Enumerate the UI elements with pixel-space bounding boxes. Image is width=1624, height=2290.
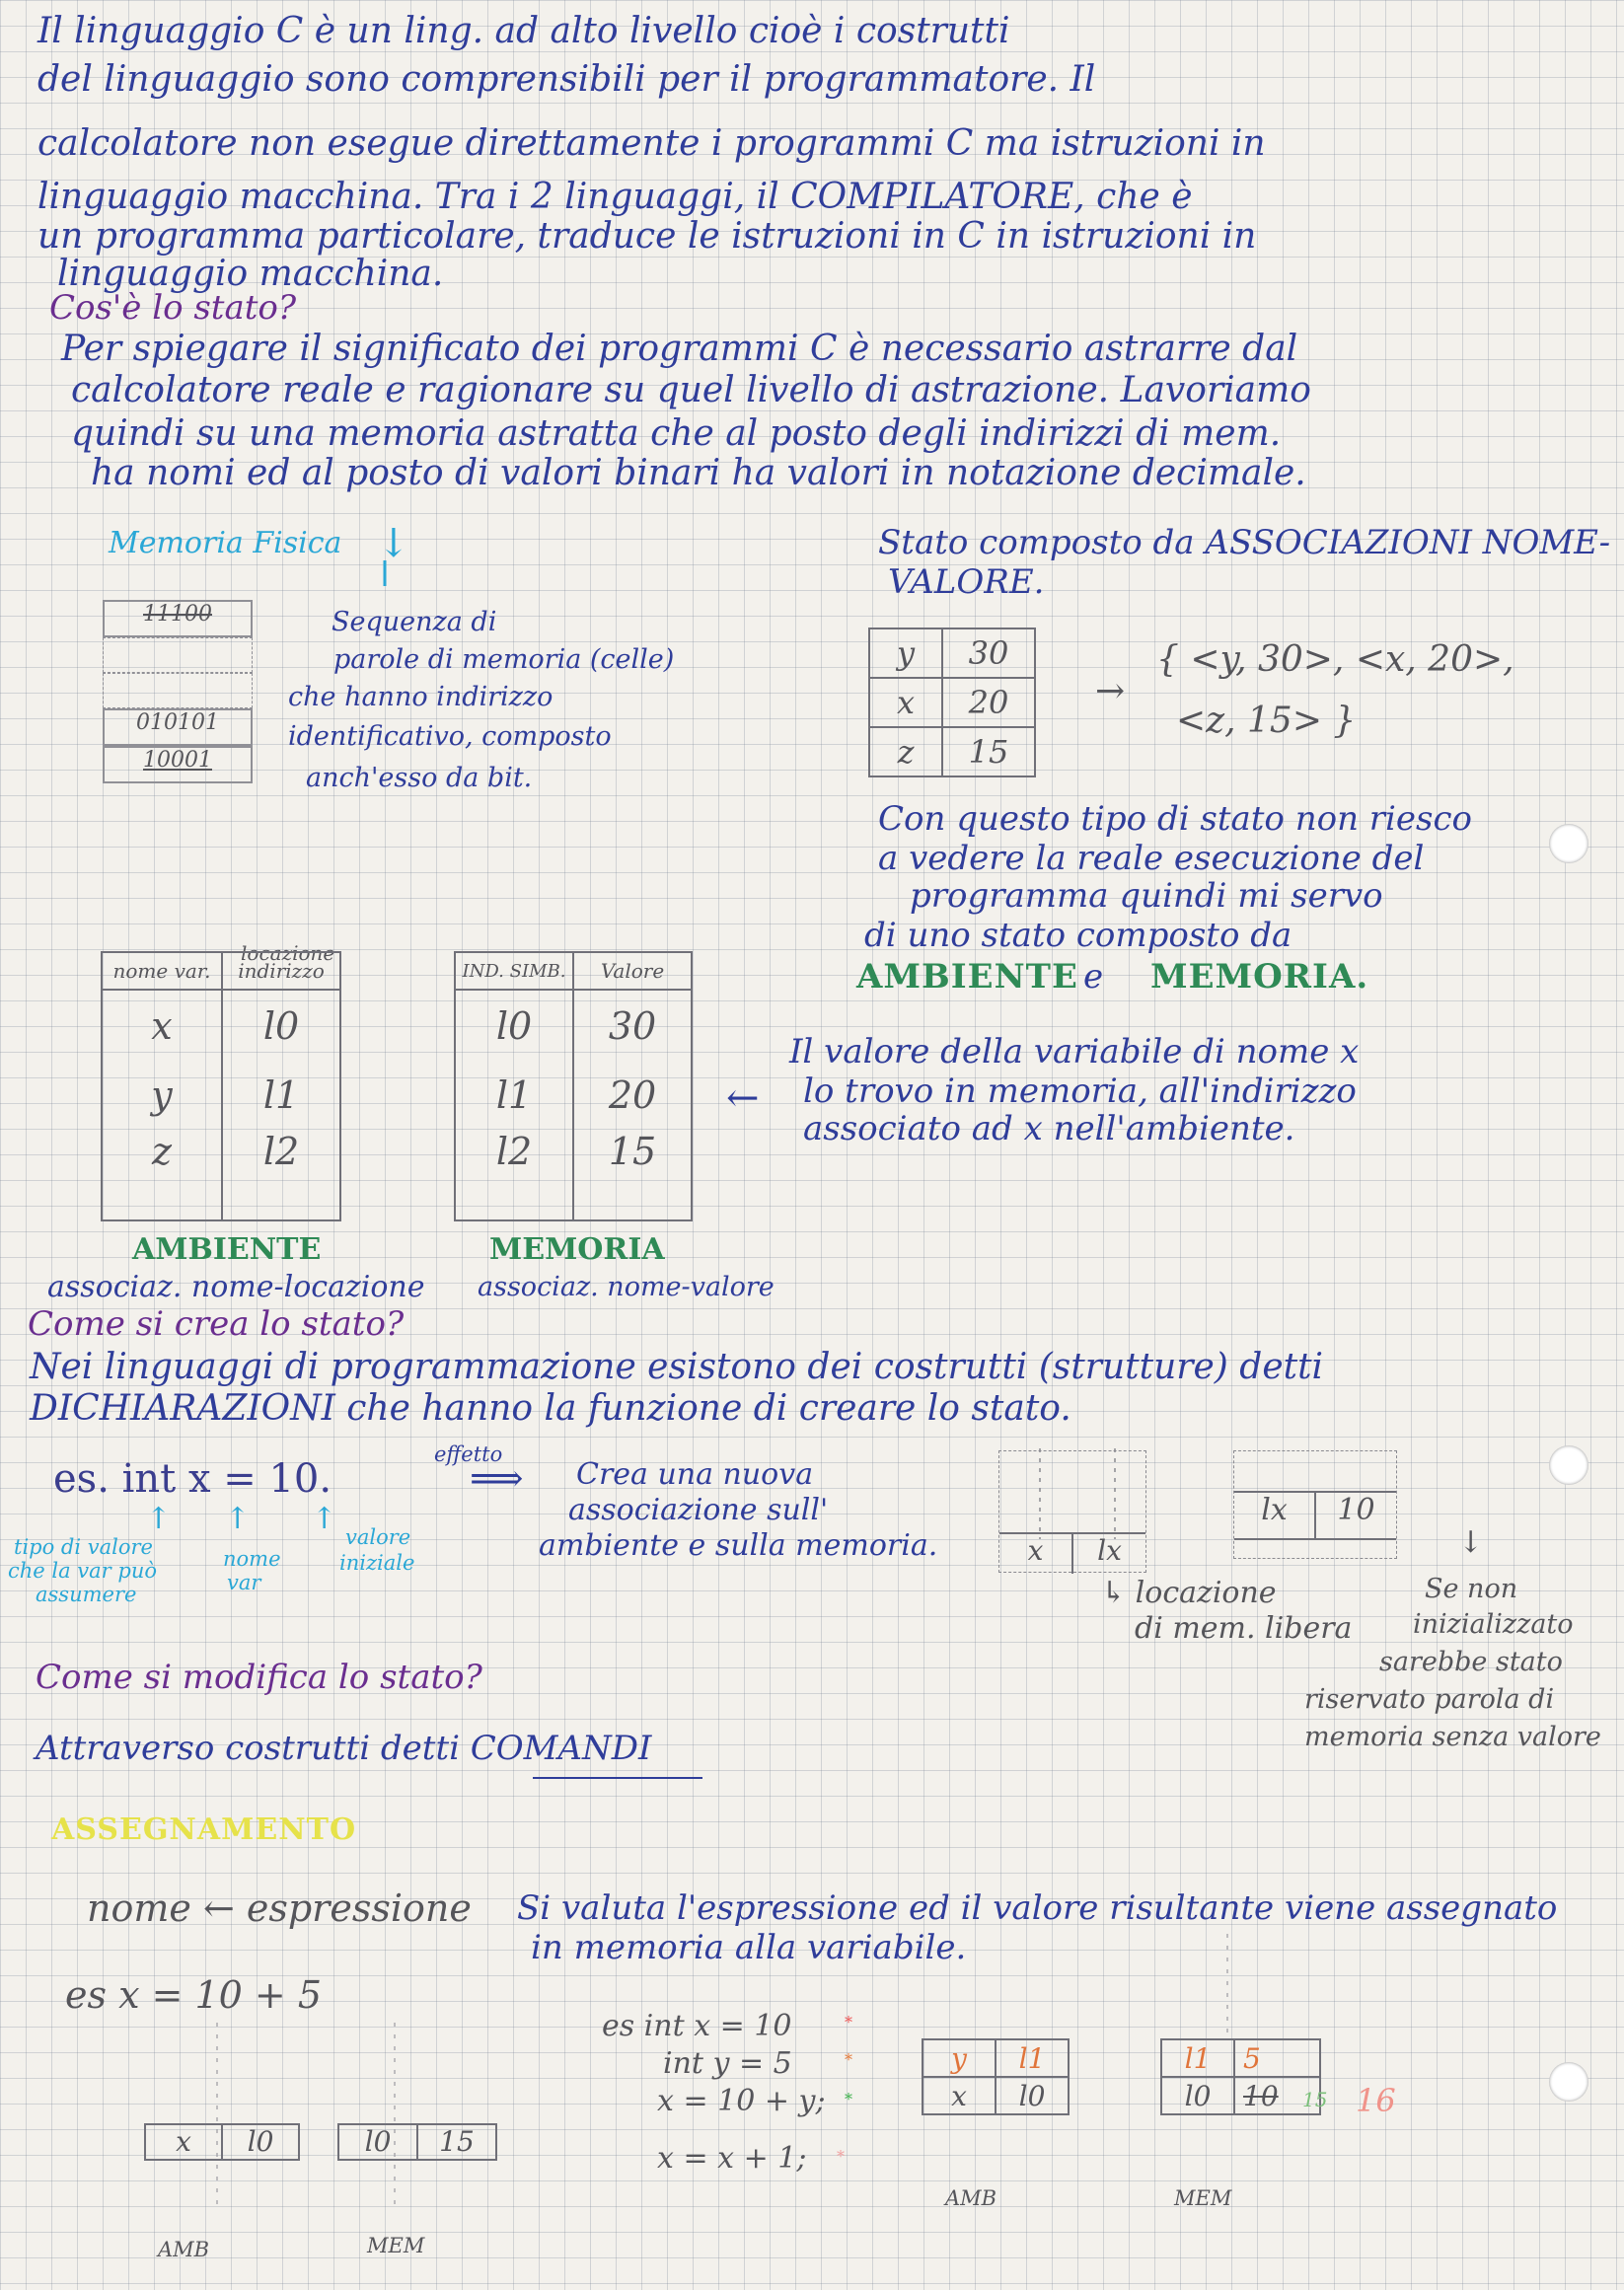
text-line: linguaggio macchina. [57, 254, 444, 294]
marker-dot: * [845, 2090, 852, 2108]
text-line: di uno stato composto da [864, 916, 1292, 955]
label-nome: nome [223, 1547, 281, 1571]
table-cell: 15 [942, 727, 1035, 776]
table-cell: y [923, 2039, 996, 2077]
section-heading: Come si crea lo stato? [28, 1304, 405, 1344]
text-line: calcolatore reale e ragionare su quel livello di astrazione. Lavoriamo [71, 370, 1311, 410]
mem-label: MEM [1174, 2186, 1232, 2210]
left-arrow-icon: ← [726, 1075, 760, 1121]
section-heading: Cos'è lo stato? [49, 288, 297, 328]
text-line: Nei linguaggi di programmazione esistono dei costrutti (strutture) detti [30, 1347, 1324, 1387]
text-line: riservato parola di [1304, 1684, 1555, 1715]
mem-label: MEM [367, 2234, 425, 2257]
text-line: Il valore della variabile di nome x [789, 1032, 1360, 1071]
text-line: a vedere la reale esecuzione del [878, 839, 1425, 878]
table-cell: 15 [573, 1129, 692, 1220]
text-line: memoria senza valore [1304, 1722, 1601, 1752]
text-line: calcolatore non esegue direttamente i programmi C ma istruzioni in [37, 123, 1266, 164]
down-arrow-icon: ↓ [377, 521, 410, 566]
text-line: DICHIARAZIONI che hanno la funzione di creare lo stato. [30, 1388, 1071, 1429]
table-cell: 5 [1234, 2039, 1320, 2077]
amb-label: AMB [158, 2238, 210, 2261]
table-cell: l0 [222, 990, 340, 1062]
memoria-fisica-title: Memoria Fisica [109, 526, 342, 560]
text-line: Si valuta l'espressione ed il valore risultante viene assegnato [517, 1888, 1558, 1928]
text-line: del linguaggio sono comprensibili per il programmatore. Il [37, 59, 1096, 100]
text-line: Per spiegare il significato dei programmi C è necessario astrarre dal [61, 329, 1298, 369]
label-valore: valore [345, 1525, 411, 1549]
table-cell: x [144, 2123, 223, 2161]
text-line: Stato composto da ASSOCIAZIONI NOME- [878, 523, 1611, 562]
text-line: ha nomi ed al posto di valori binari ha valori in notazione decimale. [91, 453, 1306, 493]
table-cell: x [923, 2077, 996, 2114]
label-valore: iniziale [339, 1551, 415, 1575]
table-cell: 10 [1234, 2077, 1320, 2114]
code-line: x = 10 + y; [657, 2084, 826, 2118]
memory-cell: 010101 [103, 708, 253, 746]
text-line: di mem. libera [1135, 1611, 1353, 1646]
table-cell: z [869, 727, 942, 776]
text-line: Con questo tipo di stato non riesco [878, 799, 1472, 839]
table-cell: y [869, 628, 942, 678]
marker-dot: * [837, 2147, 845, 2166]
text-line: un programma particolare, traduce le istruzioni in C in istruzioni in [37, 216, 1257, 257]
memory-cell: 10001 [103, 746, 253, 783]
text-line: anch'esso da bit. [306, 763, 533, 793]
table-cell: l0 [337, 2123, 418, 2161]
text-line: ↳ locazione [1101, 1576, 1277, 1610]
right-arrow-icon: → [1095, 671, 1126, 711]
text-line: associato ad x nell'ambiente. [803, 1109, 1295, 1148]
table-header: Valore [573, 952, 692, 990]
table-cell: 10 [1337, 1493, 1375, 1527]
up-arrow-icon: ↑ [225, 1502, 251, 1536]
text-line: Sequenza di [332, 607, 497, 637]
text-line: Se non [1425, 1574, 1518, 1604]
table-header: nome var. [102, 952, 222, 990]
table-cell: 20 [942, 678, 1035, 727]
text-line: e [1083, 957, 1104, 997]
up-arrow-icon: ↑ [312, 1502, 337, 1536]
text-line: quindi su una memoria astratta che al posto degli indirizzi di mem. [71, 413, 1282, 454]
memoria-subcaption: associaz. nome-valore [478, 1272, 775, 1302]
set-notation: { <y, 30>, <x, 20>, [1156, 639, 1514, 680]
table-cell: l0 [1161, 2077, 1234, 2114]
memoria-caption: MEMORIA [489, 1232, 665, 1267]
table-cell: l0 [455, 990, 573, 1062]
table-cell: lx [1097, 1534, 1122, 1567]
text-line: Crea una nuova [576, 1457, 814, 1492]
text-line: inizializzato [1413, 1609, 1574, 1640]
table-cell: 30 [573, 990, 692, 1062]
label-tipo: tipo di valore [14, 1535, 153, 1559]
up-arrow-icon: ↑ [146, 1502, 172, 1536]
ambiente-label: AMBIENTE [856, 957, 1078, 997]
code-example: es x = 10 + 5 [65, 1973, 323, 2017]
table-cell: l1 [996, 2039, 1069, 2077]
section-heading: Come si modifica lo stato? [36, 1658, 482, 1697]
ambiente-caption: AMBIENTE [132, 1232, 322, 1267]
marker-dot: * [845, 2013, 852, 2031]
table-cell: x [999, 1534, 1073, 1574]
set-notation: <z, 15> } [1176, 701, 1357, 741]
marker-dot: * [845, 2050, 852, 2069]
amb-label: AMB [945, 2186, 997, 2210]
memory-cell: 11100 [103, 600, 253, 637]
table-header: IND. SIMB. [455, 952, 573, 990]
memoria-label: MEMORIA. [1150, 957, 1369, 997]
text-line: identificativo, composto [288, 721, 612, 752]
text-line: parole di memoria (celle) [333, 644, 675, 675]
text-line: VALORE. [888, 562, 1045, 602]
table-cell: l2 [222, 1129, 340, 1220]
table-cell: x [102, 990, 222, 1062]
text-line: in memoria alla variabile. [531, 1928, 967, 1967]
label-tipo: che la var può [8, 1559, 158, 1583]
assegnamento-title: ASSEGNAMENTO [51, 1812, 357, 1847]
text-line: ambiente e sulla memoria. [539, 1528, 938, 1563]
text-line: sarebbe stato [1379, 1647, 1563, 1677]
table-cell: z [102, 1129, 222, 1220]
table-cell: l0 [223, 2123, 300, 2161]
text-line: lo trovo in memoria, all'indirizzo [803, 1071, 1357, 1111]
table-cell: lx [1234, 1493, 1316, 1538]
ambiente-subcaption: associaz. nome-locazione [47, 1270, 425, 1304]
table-cell: 30 [942, 628, 1035, 678]
changed-value: 15 [1302, 2088, 1328, 2111]
label-nome: var [227, 1571, 261, 1594]
code-example: es. int x = 10. [53, 1456, 332, 1502]
changed-value: 16 [1356, 2082, 1396, 2119]
code-line: x = x + 1; [657, 2141, 807, 2176]
text-line: che hanno indirizzo [288, 682, 554, 712]
text-line: Attraverso costrutti detti COMANDI [36, 1729, 652, 1768]
implies-arrow-icon: ⟹ [470, 1456, 524, 1500]
effetto-label: effetto [434, 1442, 503, 1466]
table-cell: l2 [455, 1129, 573, 1220]
text-line: Il linguaggio C è un ling. ad alto livello cioè i costrutti [37, 11, 1010, 51]
table-cell: 15 [418, 2123, 497, 2161]
text-line: programma quindi mi servo [910, 876, 1383, 916]
table-cell: 20 [573, 1062, 692, 1129]
table-cell: l1 [1161, 2039, 1234, 2077]
assign-syntax: nome ← espressione [87, 1886, 472, 1930]
down-arrow-icon: ↓ [1458, 1525, 1484, 1560]
table-cell: l1 [222, 1062, 340, 1129]
code-line: int y = 5 [663, 2046, 792, 2081]
text-line: associazione sull' [568, 1493, 829, 1527]
table-cell: l0 [996, 2077, 1069, 2114]
text-line: linguaggio macchina. Tra i 2 linguaggi, il COMPILATORE, che è [37, 177, 1193, 217]
label-tipo: assumere [36, 1583, 137, 1606]
table-header: indirizzo [222, 952, 340, 990]
table-cell: x [869, 678, 942, 727]
table-cell: l1 [455, 1062, 573, 1129]
table-cell: y [102, 1062, 222, 1129]
table-top-label: locazione [241, 941, 335, 965]
code-line: es int x = 10 [602, 2009, 792, 2043]
